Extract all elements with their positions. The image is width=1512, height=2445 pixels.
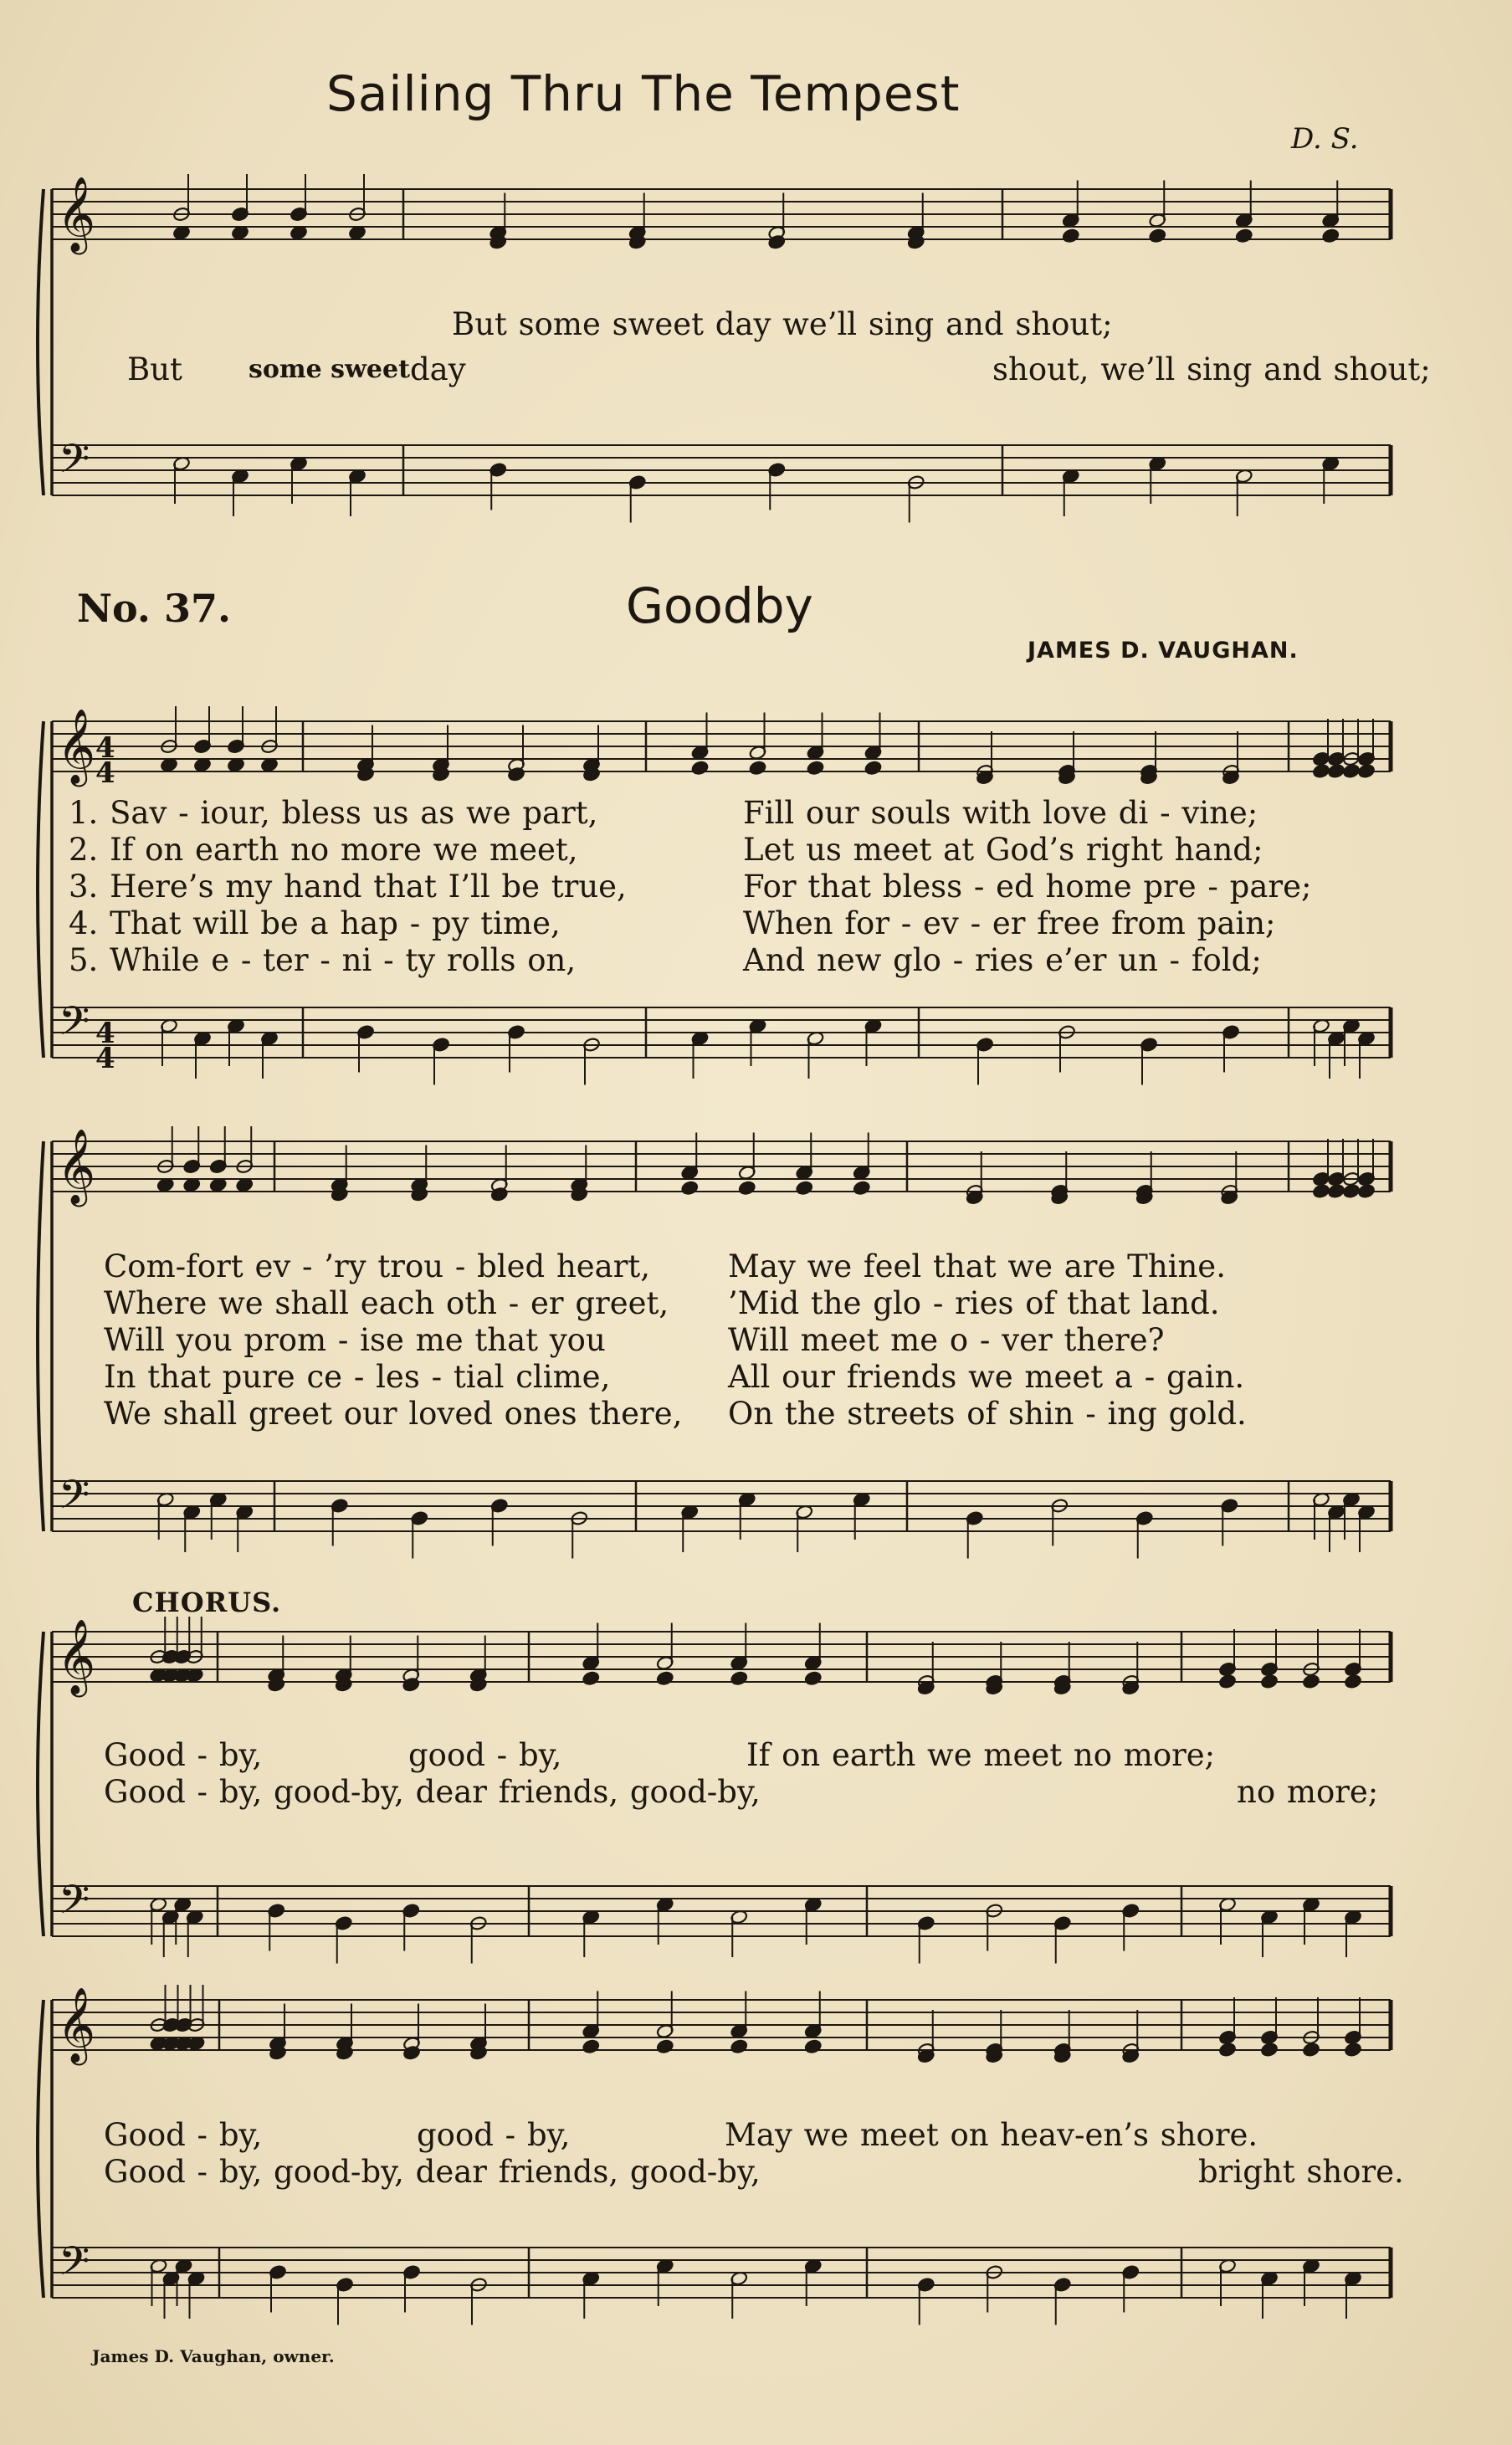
system-1-treble-note-alto — [1327, 763, 1345, 778]
verse-4a: 4. That will be a hap - py time, — [69, 905, 561, 941]
system-3-brace — [38, 1632, 44, 1936]
system-0-treble-note-alto — [1149, 228, 1166, 243]
system-1-treble-note-alto — [807, 761, 824, 776]
verse-5a: 5. While e - ter - ni - ty rolls on, — [69, 942, 577, 978]
system-1-treble-note-alto — [1342, 763, 1360, 778]
verse-5b: And new glo - ries e’er un - fold; — [743, 942, 1262, 978]
system-2-treble-note-alto — [1342, 1183, 1360, 1198]
system-2-treble-clef: 𝄞 — [57, 1129, 96, 1204]
system-2-treble-note-alto — [738, 1181, 756, 1196]
chorus-line3-c: May we meet on heav-en’s shore. — [725, 2117, 1258, 2153]
system-2-treble-note-alto — [681, 1181, 699, 1196]
chorus-line1-a: Good - by, — [104, 1737, 263, 1773]
system-1-treble-note-alto — [864, 761, 882, 776]
system-3-treble-note-alto — [1218, 1674, 1236, 1689]
system-3-treble-clef: 𝄞 — [57, 1619, 96, 1694]
system-2-treble-note-alto — [1357, 1183, 1375, 1198]
verse-5c: We shall greet our loved ones there, — [104, 1396, 683, 1432]
system-1-brace — [38, 721, 44, 1058]
verse-1a: 1. Sav - iour, bless us as we part, — [69, 795, 598, 831]
system-2-treble-note-alto — [1312, 1183, 1330, 1198]
system-0-treble-clef: 𝄞 — [57, 177, 96, 252]
time-signature: 4 — [95, 1042, 115, 1075]
hymn-title: Goodby — [626, 577, 813, 634]
system-1-bass-clef: 𝄢 — [59, 997, 90, 1054]
system-3-treble-note-alto — [1302, 1674, 1320, 1689]
system-2-brace — [38, 1141, 44, 1531]
system-2-treble-note-alto — [796, 1181, 813, 1196]
chorus-line3-a: Good - by, — [104, 2117, 263, 2153]
verse-4b: When for - ev - er free from pain; — [743, 905, 1276, 941]
chorus-line3-b: good - by, — [417, 2117, 571, 2153]
time-signature: 4 — [95, 1017, 115, 1050]
verse-3a: 3. Here’s my hand that I’ll be true, — [69, 869, 627, 905]
system-1-treble-clef: 𝄞 — [57, 709, 96, 784]
previous-lyric-line2: shout, we’ll sing and shout; — [992, 351, 1431, 387]
system-4-brace — [38, 2000, 44, 2298]
previous-song-title: Sailing Thru The Tempest — [326, 65, 961, 122]
verse-2b: Let us meet at God’s right hand; — [743, 832, 1263, 868]
system-1-treble-note-alto — [1357, 763, 1375, 778]
time-signature: 4 — [95, 756, 115, 790]
verse-1c: Com-fort ev - ’ry trou - bled heart, — [104, 1248, 651, 1284]
chorus-line1-b: good - by, — [408, 1737, 562, 1773]
verse-3d: Will meet me o - ver there? — [728, 1322, 1165, 1358]
system-0-treble-note-alto — [1322, 228, 1340, 243]
chorus-line2-a: Good - by, good-by, dear friends, good-by, — [104, 1774, 761, 1810]
system-1-treble-note-alto — [749, 761, 766, 776]
chorus-line4-a: Good - by, good-by, dear friends, good-by, — [104, 2154, 761, 2190]
ds-mark: D. S. — [1291, 122, 1359, 156]
verse-4c: In that pure ce - les - tial clime, — [104, 1359, 611, 1395]
chorus-line2-b: no more; — [1237, 1774, 1379, 1810]
system-2-treble-note-alto — [853, 1181, 870, 1196]
verse-2d: ’Mid the glo - ries of that land. — [728, 1285, 1220, 1321]
composer-credit: JAMES D. VAUGHAN. — [1028, 638, 1299, 664]
verse-3b: For that bless - ed home pre - pare; — [743, 869, 1312, 905]
system-3-treble-note-alto — [1260, 1674, 1278, 1689]
system-4-treble-note-alto — [656, 2039, 674, 2054]
hymn-number: No. 37. — [77, 586, 231, 631]
system-0-treble-note-alto — [1235, 228, 1253, 243]
chorus-line1-c: If on earth we meet no more; — [746, 1737, 1216, 1773]
chorus-label: CHORUS. — [132, 1586, 282, 1618]
system-3-treble-note-alto — [730, 1671, 748, 1686]
system-4-treble-clef: 𝄞 — [57, 1987, 96, 2063]
chorus-line4-b: bright shore. — [1198, 2154, 1404, 2190]
previous-lyric-line1: But some sweet day we’ll sing and shout; — [452, 306, 1113, 342]
previous-lyric-but: But — [127, 351, 182, 387]
system-4-treble-note-alto — [804, 2039, 822, 2054]
system-0-treble-note-alto — [1062, 228, 1079, 243]
verse-3c: Will you prom - ise me that you — [104, 1322, 606, 1358]
system-4-treble-note-alto — [1302, 2042, 1320, 2057]
system-3-treble-note-alto — [656, 1671, 674, 1686]
time-signature: 4 — [95, 731, 115, 765]
system-3-treble-note-alto — [804, 1671, 822, 1686]
verse-1b: Fill our souls with love di - vine; — [743, 795, 1258, 831]
system-1-treble-note-alto — [691, 761, 709, 776]
system-3-treble-note-alto — [1344, 1674, 1361, 1689]
verse-4d: All our friends we meet a - gain. — [728, 1359, 1245, 1395]
verse-1d: May we feel that we are Thine. — [728, 1248, 1226, 1284]
system-2-bass-clef: 𝄢 — [59, 1471, 90, 1528]
verse-2c: Where we shall each oth - er greet, — [104, 1285, 669, 1321]
system-4-treble-note-alto — [1260, 2042, 1278, 2057]
system-4-treble-note-alto — [1218, 2042, 1236, 2057]
system-4-treble-note-alto — [730, 2039, 748, 2054]
system-3-treble-note-alto — [582, 1671, 600, 1686]
previous-lyric-some-sweet: some sweet — [249, 355, 410, 384]
verse-5d: On the streets of shin - ing gold. — [728, 1396, 1247, 1432]
system-1-treble-note-alto — [1312, 763, 1330, 778]
copyright-owner: James D. Vaughan, owner. — [92, 2346, 335, 2366]
system-3-bass-clef: 𝄢 — [59, 1876, 90, 1933]
system-2-treble-note-alto — [1327, 1183, 1345, 1198]
system-4-bass-clef: 𝄢 — [59, 2237, 90, 2294]
system-4-treble-note-alto — [582, 2039, 600, 2054]
system-0-bass-clef: 𝄢 — [59, 435, 90, 492]
system-4-treble-note-alto — [1344, 2042, 1361, 2057]
system-0-brace — [38, 189, 44, 495]
previous-lyric-day: day — [410, 351, 466, 387]
verse-2a: 2. If on earth no more we meet, — [69, 832, 578, 868]
